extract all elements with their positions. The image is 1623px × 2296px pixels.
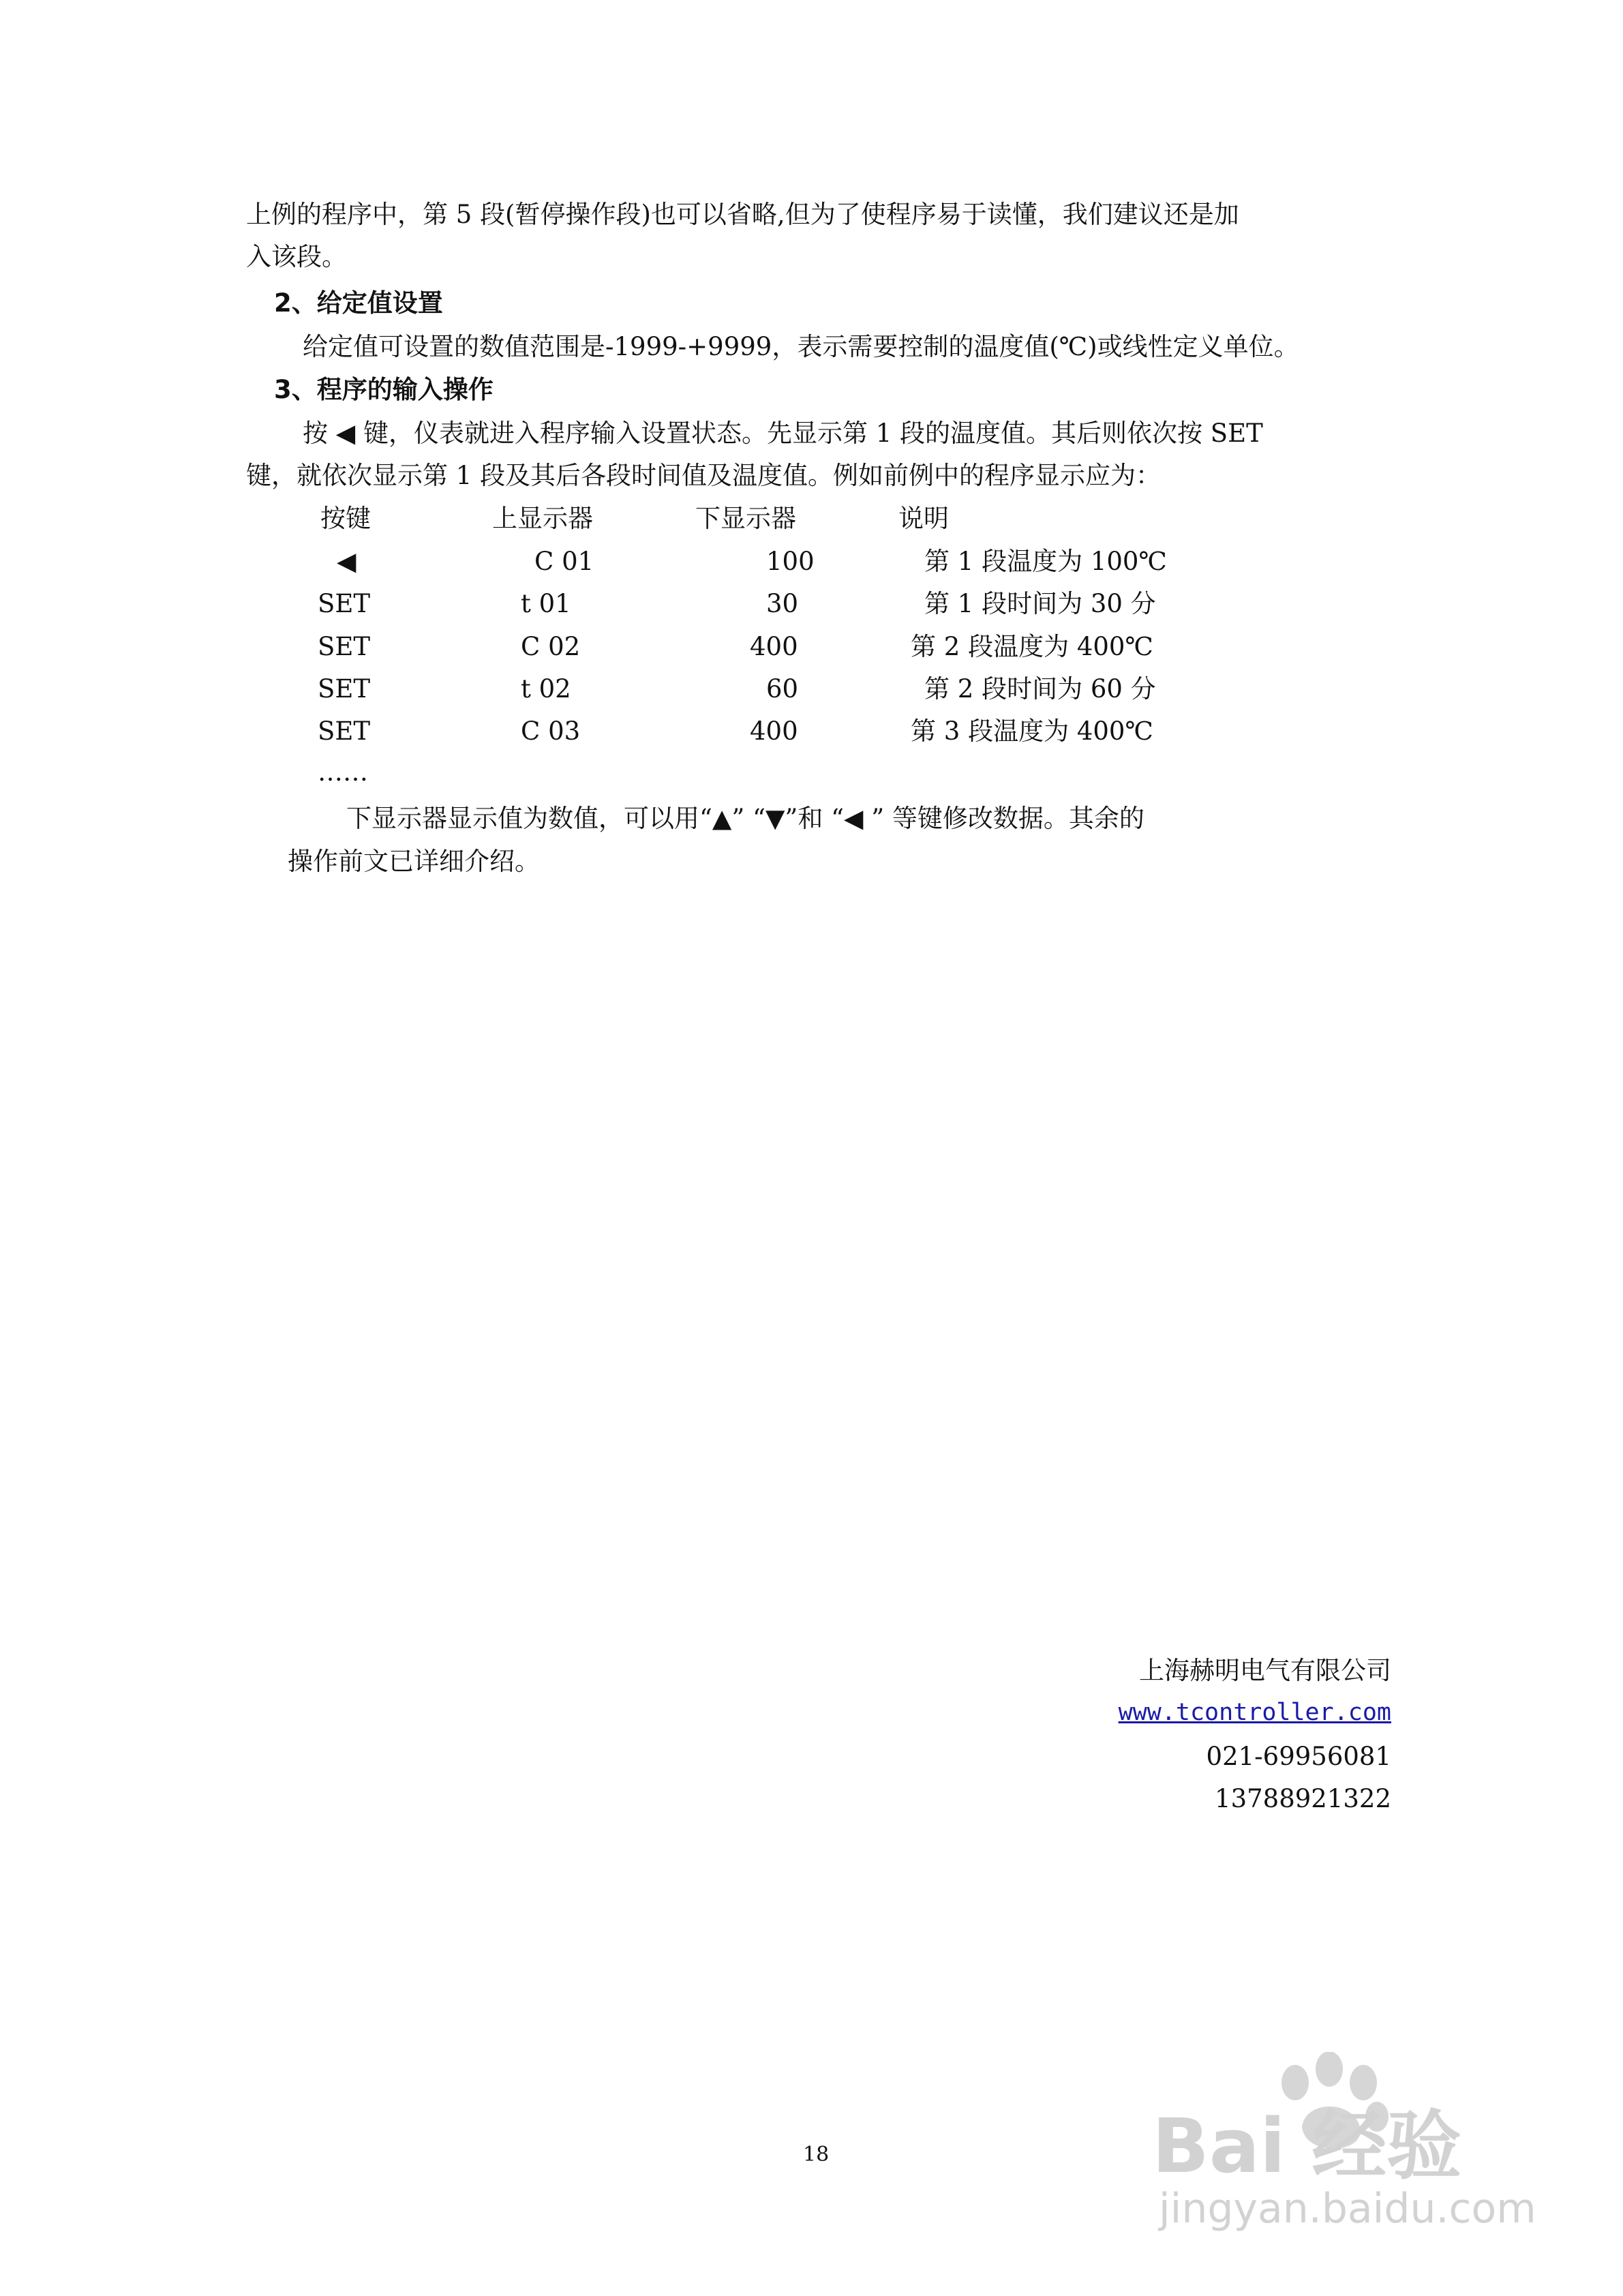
table-cell: SET bbox=[318, 632, 371, 661]
table-cell: SET bbox=[318, 674, 371, 704]
watermark-brand: Bai 经验 bbox=[1152, 2102, 1462, 2190]
table-cell: SET bbox=[318, 716, 371, 746]
table-header: 下显示器 bbox=[695, 504, 796, 533]
table-cell: ◀ bbox=[337, 547, 357, 576]
table-cell: 第 3 段温度为 400℃ bbox=[911, 716, 1153, 746]
paragraph-line: 键，就依次显示第 1 段及其后各段时间值及温度值。例如前例中的程序显示应为： bbox=[246, 461, 1162, 490]
table-cell: 400 bbox=[750, 716, 798, 746]
paragraph-line: 按 ◀ 键，仪表就进入程序输入设置状态。先显示第 1 段的温度值。其后则依次按 SET bbox=[303, 419, 1263, 448]
table-cell: 第 1 段时间为 30 分 bbox=[924, 589, 1156, 618]
website-link[interactable]: www.tcontroller.com bbox=[1118, 1699, 1391, 1726]
table-cell: C 01 bbox=[534, 547, 594, 576]
table-cell: 第 1 段温度为 100℃ bbox=[924, 547, 1167, 576]
section-heading: 2、给定值设置 bbox=[274, 288, 443, 318]
table-cell: 第 2 段温度为 400℃ bbox=[911, 632, 1153, 661]
table-cell: 30 bbox=[766, 589, 799, 618]
paragraph-line: 入该段。 bbox=[246, 242, 347, 271]
paragraph-line: 操作前文已详细介绍。 bbox=[288, 847, 540, 876]
table-cell: t 02 bbox=[521, 674, 571, 704]
mobile-number: 13788921322 bbox=[1215, 1784, 1391, 1813]
table-header: 按键 bbox=[320, 504, 371, 533]
table-cell: 第 2 段时间为 60 分 bbox=[924, 674, 1156, 704]
page-number: 18 bbox=[803, 2143, 830, 2166]
table-cell: 60 bbox=[766, 674, 799, 704]
table-cell: SET bbox=[318, 589, 371, 618]
table-cell: C 02 bbox=[521, 632, 581, 661]
phone-number: 021-69956081 bbox=[1206, 1742, 1391, 1771]
paragraph-line: 给定值可设置的数值范围是-1999-+9999，表示需要控制的温度值(℃)或线性定义单位。 bbox=[303, 332, 1299, 361]
table-ellipsis: …… bbox=[318, 757, 368, 787]
table-header: 说明 bbox=[898, 504, 949, 533]
table-cell: 400 bbox=[750, 632, 798, 661]
paragraph-line: 下显示器显示值为数值，可以用“▲” “▼”和 “◀ ” 等键修改数据。其余的 bbox=[346, 804, 1144, 833]
paragraph-line: 上例的程序中，第 5 段(暂停操作段)也可以省略,但为了使程序易于读懂，我们建议还是加 bbox=[246, 200, 1239, 229]
watermark-url: jingyan.baidu.com bbox=[1159, 2185, 1536, 2233]
table-header: 上显示器 bbox=[492, 504, 593, 533]
table-cell: 100 bbox=[766, 547, 815, 576]
company-name: 上海赫明电气有限公司 bbox=[1139, 1656, 1391, 1685]
table-cell: C 03 bbox=[521, 716, 581, 746]
table-cell: t 01 bbox=[521, 589, 571, 618]
section-heading: 3、程序的输入操作 bbox=[274, 375, 494, 404]
